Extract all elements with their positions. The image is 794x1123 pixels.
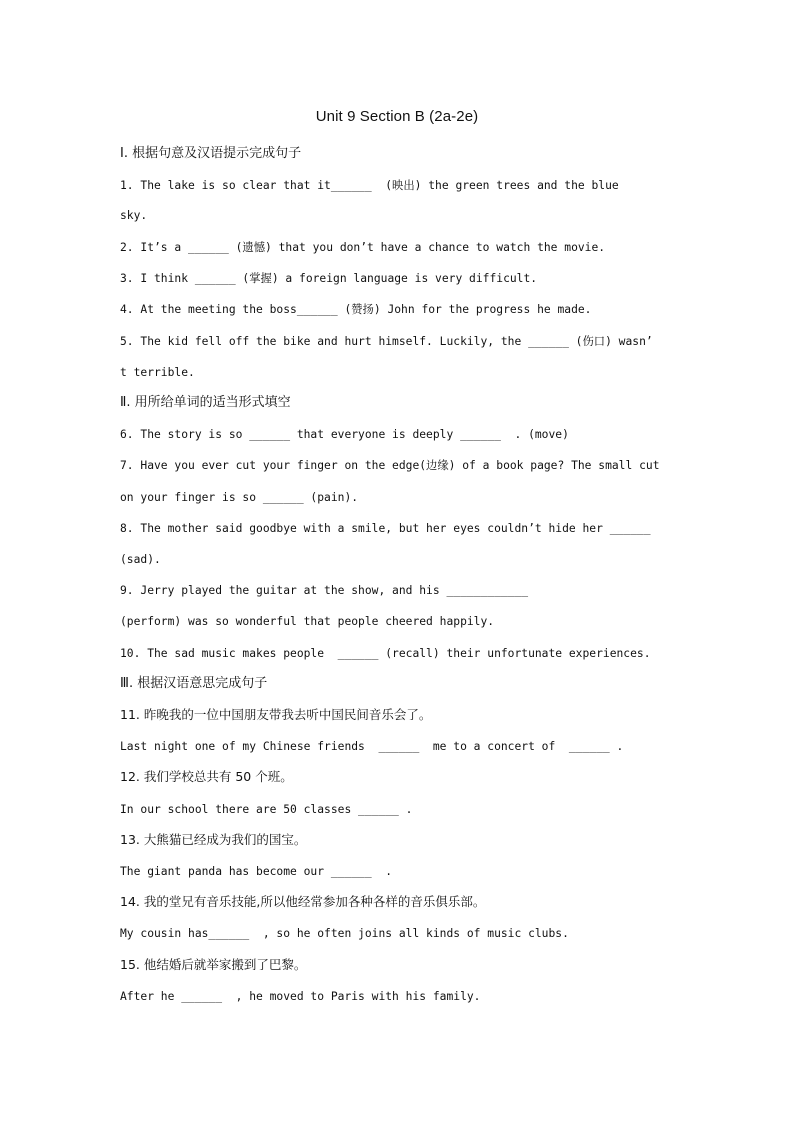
question-12-english: In our school there are 50 classes ______ . — [120, 803, 413, 816]
question-7-line-1: 7. Have you ever cut your finger on the edge(边缘) of a book page? The small cut — [120, 459, 660, 472]
question-15-english: After he ______ , he moved to Paris with his family. — [120, 990, 481, 1003]
question-8-line-2: (sad). — [120, 553, 161, 566]
question-15-chinese: 15. 他结婚后就举家搬到了巴黎。 — [120, 957, 307, 972]
question-8-line-1: 8. The mother said goodbye with a smile, but her eyes couldn’t hide her ______ — [120, 522, 651, 535]
question-14-chinese: 14. 我的堂兄有音乐技能,所以他经常参加各种各样的音乐俱乐部。 — [120, 894, 486, 909]
question-9-line-1: 9. Jerry played the guitar at the show, and his ____________ — [120, 584, 529, 597]
question-5-line-2: t terrible. — [120, 366, 195, 379]
question-13-english: The giant panda has become our ______ . — [120, 865, 393, 878]
question-9-line-2: (perform) was so wonderful that people cheered happily. — [120, 615, 495, 628]
question-12-chinese: 12. 我们学校总共有 50 个班。 — [120, 769, 293, 784]
question-11-english: Last night one of my Chinese friends ______ me to a concert of ______ . — [120, 740, 624, 753]
section-heading-3: Ⅲ. 根据汉语意思完成句子 — [120, 676, 268, 691]
page-title: Unit 9 Section B (2a-2e) — [315, 108, 479, 125]
question-4: 4. At the meeting the boss______ (赞扬) John for the progress he made. — [120, 303, 592, 316]
question-10: 10. The sad music makes people ______ (recall) their unfortunate experiences. — [120, 647, 651, 660]
question-5-line-1: 5. The kid fell off the bike and hurt himself. Luckily, the ______ (伤口) wasn’ — [120, 335, 653, 348]
question-13-chinese: 13. 大熊猫已经成为我们的国宝。 — [120, 832, 307, 847]
question-14-english: My cousin has______ , so he often joins all kinds of music clubs. — [120, 927, 569, 940]
section-heading-1: Ⅰ. 根据句意及汉语提示完成句子 — [120, 146, 302, 161]
question-3: 3. I think ______ (掌握) a foreign language is very difficult. — [120, 272, 538, 285]
question-2: 2. It’s a ______ (遗憾) that you don’t have a chance to watch the movie. — [120, 241, 606, 254]
question-1-line-1: 1. The lake is so clear that it______ (映出) the green trees and the blue — [120, 179, 619, 192]
question-1-line-2: sky. — [120, 209, 148, 222]
question-11-chinese: 11. 昨晚我的一位中国朋友带我去听中国民间音乐会了。 — [120, 707, 432, 722]
question-7-line-2: on your finger is so ______ (pain). — [120, 491, 359, 504]
question-6: 6. The story is so ______ that everyone is deeply ______ . (move) — [120, 428, 569, 441]
section-heading-2: Ⅱ. 用所给单词的适当形式填空 — [120, 395, 291, 410]
